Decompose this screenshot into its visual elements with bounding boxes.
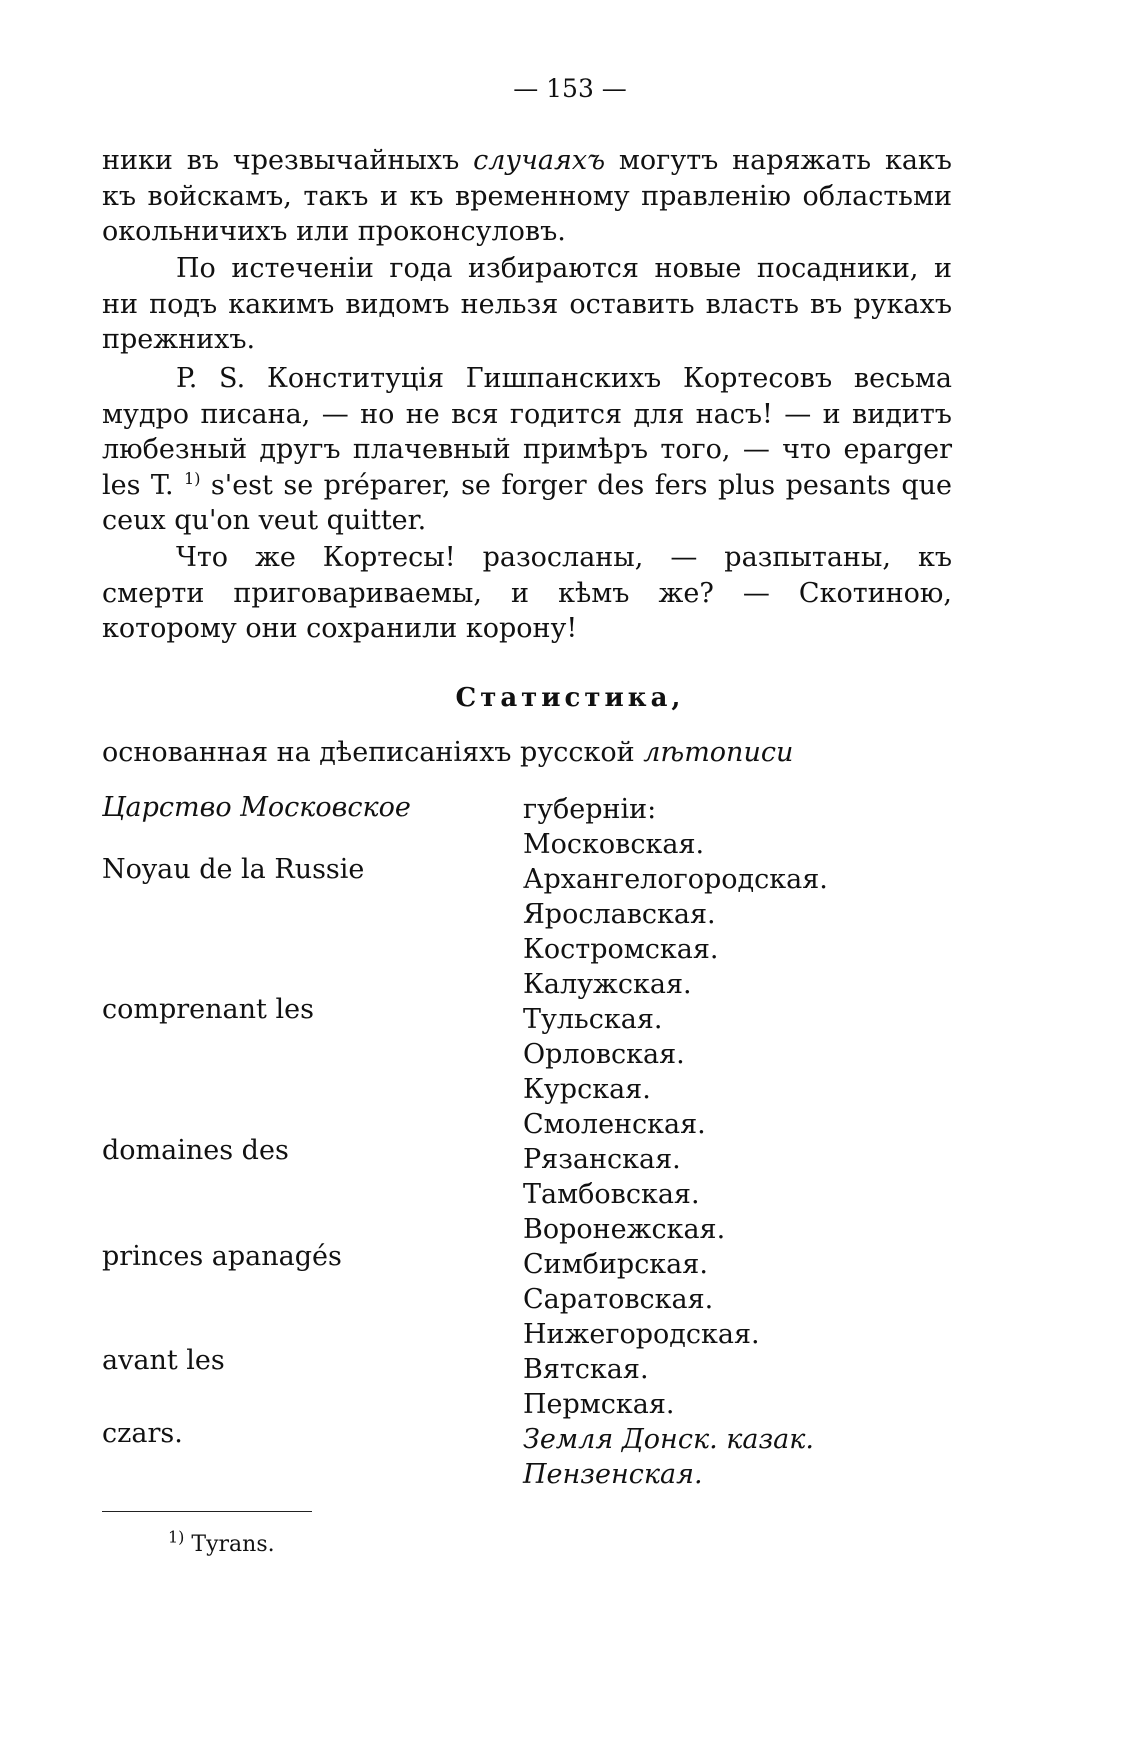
province-item: Архангелогородская. — [523, 864, 828, 895]
province-item: Калужская. — [523, 969, 692, 1000]
p1-text-end: могутъ наряжать какъ къ войскамъ, такъ и къ временному правленію областьми окольничихъ или проконсуловъ. — [102, 145, 952, 247]
left-column-line-4: princes apanagés — [102, 1241, 342, 1272]
footnote-divider — [102, 1511, 312, 1512]
footnote-reference: 1) — [184, 468, 201, 488]
left-column-line-6: czars. — [102, 1418, 183, 1449]
province-item: Рязанская. — [523, 1144, 681, 1175]
province-item: Вятская. — [523, 1354, 649, 1385]
left-column-line-3: domaines des — [102, 1135, 289, 1166]
province-item: Тульская. — [523, 1004, 663, 1035]
province-item: Московская. — [523, 829, 705, 860]
province-list-header: губерніи: — [523, 794, 657, 825]
footnote — [168, 1527, 275, 1557]
province-item: Саратовская. — [523, 1284, 714, 1315]
paragraph-3 — [102, 361, 952, 539]
p3-text-start: P. S. Конституція Гишпанскихъ Кортесовъ весьма мудро писана, — но не вся годится для насъ! — и видитъ любезный другъ плачевный примѣръ того, — что eparger les T. — [102, 363, 952, 501]
paragraph-4: Что же Кортесы! разосланы, — разпытаны, къ смерти приговариваемы, и кѣмъ же? — Скотиною, которому они сохранили корону! — [102, 542, 952, 644]
left-column-line-2: comprenant les — [102, 994, 314, 1025]
statistics-heading: Статистика, — [455, 683, 685, 713]
province-item: Тамбовская. — [523, 1179, 700, 1210]
p3-text-end: s'est se préparer, se forger des fers plus pesants que ceux qu'on veut quitter. — [102, 469, 952, 536]
province-item: Ярославская. — [523, 899, 716, 930]
page-number: — 153 — — [513, 74, 627, 103]
province-item: Симбирская. — [523, 1249, 708, 1280]
province-item-italic: Пензенская. — [523, 1459, 703, 1490]
province-item: Костромская. — [523, 934, 719, 965]
province-item: Пермская. — [523, 1389, 675, 1420]
footnote-text: Tyrans. — [184, 1532, 275, 1557]
statistics-subheading — [102, 737, 793, 768]
province-item: Воронежская. — [523, 1214, 726, 1245]
subheading-italic: лѣтописи — [643, 737, 794, 768]
province-item: Нижегородская. — [523, 1319, 760, 1350]
province-item: Орловская. — [523, 1039, 685, 1070]
subheading-regular: основанная на дѣеписаніяхъ русской — [102, 737, 644, 768]
province-item: Смоленская. — [523, 1109, 706, 1140]
left-column-line-1: Noyau de la Russie — [102, 854, 365, 885]
p1-text-start: ники въ чрезвычайныхъ — [102, 145, 474, 176]
paragraph-2: По истеченіи года избираются новые посадники, и ни подъ какимъ видомъ нельзя оставить власть въ рукахъ прежнихъ. — [102, 253, 952, 355]
paragraph-1 — [102, 143, 952, 250]
footnote-marker: 1) — [168, 1527, 185, 1547]
p1-italic-word: случаяхъ — [473, 145, 606, 176]
left-column-title: Царство Московское — [102, 792, 411, 823]
province-item: Курская. — [523, 1074, 651, 1105]
province-item-italic: Земля Донск. казак. — [523, 1424, 814, 1455]
province-list — [523, 792, 828, 1492]
left-column-line-5: avant les — [102, 1345, 225, 1376]
